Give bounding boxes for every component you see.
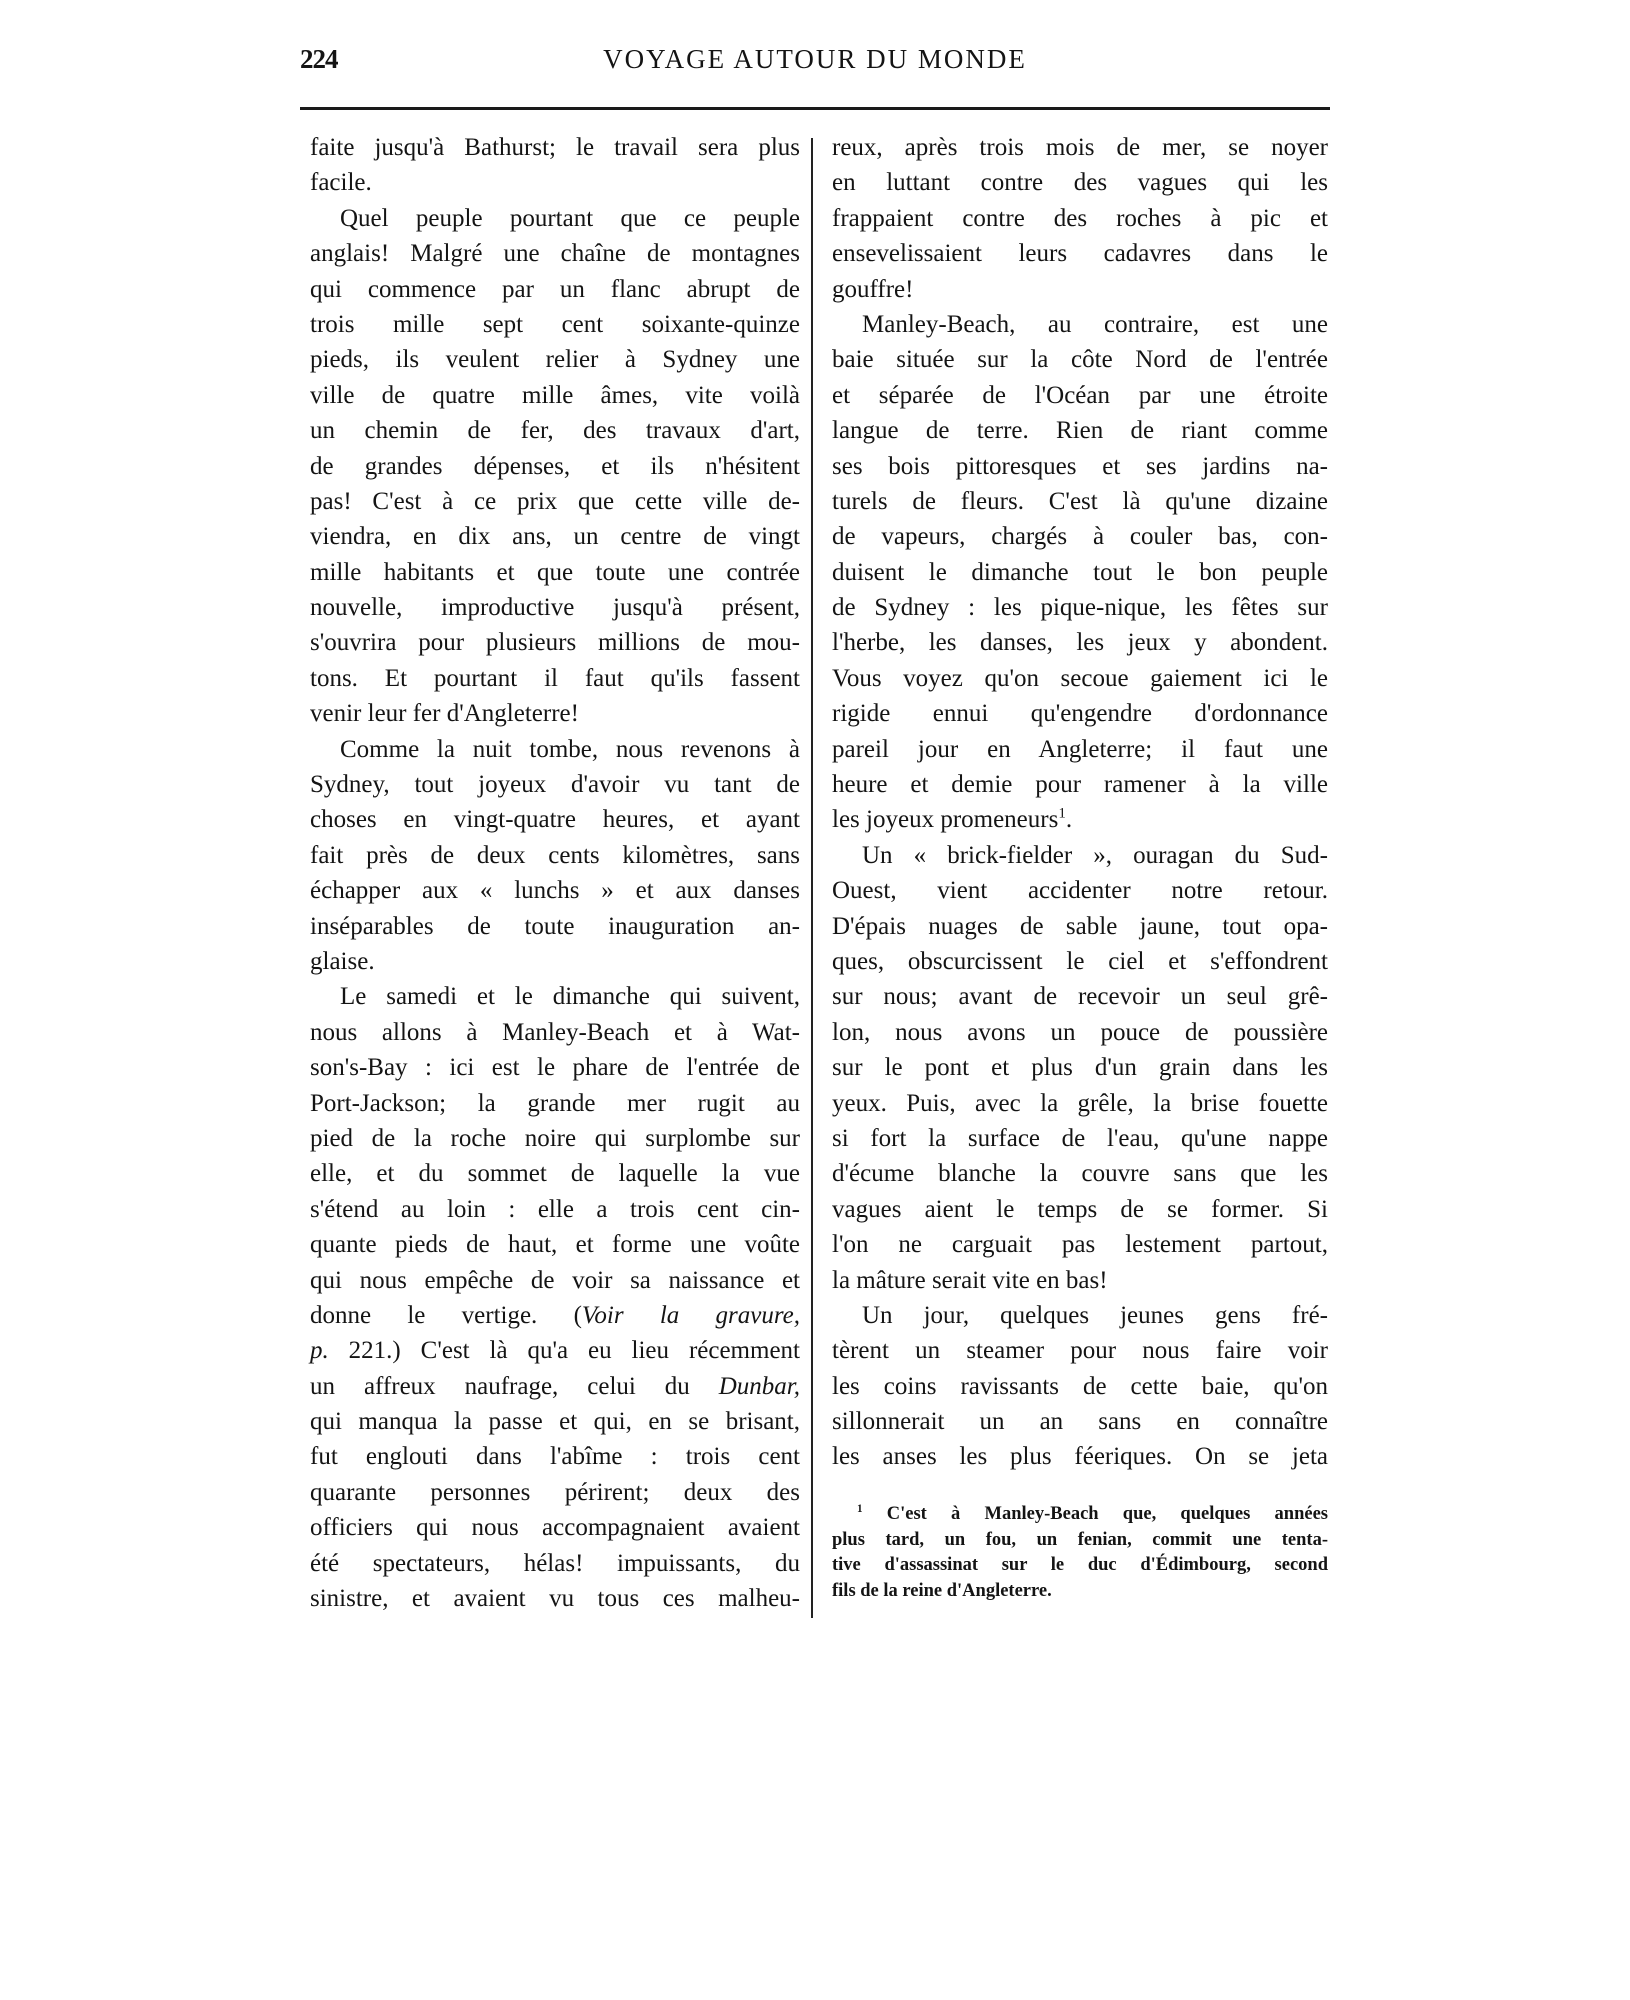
text-line: inséparables de toute inauguration an- — [310, 912, 800, 940]
text-line: officiers qui nous accompagnaient avaient — [310, 1514, 800, 1542]
text-line: échapper aux « lunchs » et aux danses — [310, 877, 800, 905]
text-line: s'étend au loin : elle a trois cent cin- — [310, 1195, 800, 1223]
text-line: reux, après trois mois de mer, se noyer — [832, 134, 1328, 161]
paragraph-start: Un « brick-fielder », ouragan du Sud- — [862, 841, 1328, 869]
right-column — [832, 130, 1328, 1475]
text-fragment: 221.) C'est là qu'a eu lieu récemment — [328, 1337, 800, 1365]
text-line: yeux. Puis, avec la grêle, la brise fouette — [832, 1089, 1328, 1117]
text-line: venir leur fer d'Angleterre! — [310, 700, 579, 728]
text-line: fut englouti dans l'abîme : trois cent — [310, 1443, 800, 1471]
text-fragment: donne le vertige. ( — [310, 1301, 582, 1329]
text-line: tèrent un steamer pour nous faire voir — [832, 1337, 1328, 1365]
text-line-with-italic — [310, 1369, 800, 1404]
italic-ship-name: Dunbar, — [718, 1372, 800, 1400]
footnote-line: tive d'assassinat sur le duc d'Édimbourg, second — [832, 1555, 1328, 1575]
text-line: lon, nous avons un pouce de poussière — [832, 1018, 1328, 1046]
header-rule — [300, 107, 1330, 110]
paragraph-start: Manley-Beach, au contraire, est une — [862, 310, 1328, 338]
text-line: choses en vingt-quatre heures, et ayant — [310, 806, 800, 834]
text-line: un chemin de fer, des travaux d'art, — [310, 417, 800, 445]
text-line: été spectateurs, hélas! impuissants, du — [310, 1549, 800, 1577]
text-line: si fort la surface de l'eau, qu'une nappe — [832, 1124, 1328, 1152]
text-line: sur le pont et plus d'un grain dans les — [832, 1054, 1328, 1082]
text-line: en luttant contre des vagues qui les — [832, 169, 1328, 197]
text-fragment: les joyeux promeneurs — [832, 806, 1059, 834]
text-line: sur nous; avant de recevoir un seul grê- — [832, 983, 1328, 1011]
text-line: langue de terre. Rien de riant comme — [832, 417, 1328, 445]
text-line: pas! C'est à ce prix que cette ville de- — [310, 487, 800, 515]
text-line: quante pieds de haut, et forme une voûte — [310, 1231, 800, 1259]
text-line: les anses les plus féeriques. On se jeta — [832, 1443, 1328, 1471]
footnote-marker: 1 — [857, 1502, 863, 1515]
text-line: l'herbe, les danses, les jeux y abondent. — [832, 629, 1328, 657]
page-number: 224 — [300, 44, 338, 74]
text-line: s'ouvrira pour plusieurs millions de mou- — [310, 629, 800, 657]
text-line: vagues aient le temps de se former. Si — [832, 1195, 1328, 1223]
text-line: gouffre! — [832, 275, 914, 303]
text-line: Sydney, tout joyeux d'avoir vu tant de — [310, 771, 800, 799]
text-line: qui commence par un flanc abrupt de — [310, 275, 800, 303]
footnote-line — [832, 1502, 1328, 1528]
text-line: viendra, en dix ans, un centre de vingt — [310, 523, 800, 551]
text-line: pieds, ils veulent relier à Sydney une — [310, 346, 800, 374]
paragraph-start: Quel peuple pourtant que ce peuple — [340, 204, 800, 232]
text-line: baie située sur la côte Nord de l'entrée — [832, 346, 1328, 374]
text-line: faite jusqu'à Bathurst; le travail sera plus — [310, 134, 800, 161]
text-line: heure et demie pour ramener à la ville — [832, 771, 1328, 799]
text-line: pied de la roche noire qui surplombe sur — [310, 1124, 800, 1152]
text-line: rigide ennui qu'engendre d'ordonnance — [832, 700, 1328, 728]
text-line: mille habitants et que toute une contrée — [310, 558, 800, 586]
text-line: l'on ne carguait pas lestement partout, — [832, 1231, 1328, 1259]
text-line: glaise. — [310, 947, 375, 975]
text-line: ses bois pittoresques et ses jardins na- — [832, 452, 1328, 480]
text-line: ques, obscurcissent le ciel et s'effondrent — [832, 947, 1328, 975]
text-fragment: . — [1065, 806, 1073, 834]
text-line: pareil jour en Angleterre; il faut une — [832, 735, 1328, 763]
paragraph-start: Comme la nuit tombe, nous revenons à — [340, 735, 800, 763]
text-line-with-italic — [310, 1333, 800, 1368]
column-divider — [811, 138, 813, 1618]
footnote-line: fils de la reine d'Angleterre. — [832, 1580, 1052, 1601]
text-line: qui manqua la passe et qui, en se brisant, — [310, 1408, 800, 1436]
running-title: VOYAGE AUTOUR DU MONDE — [603, 44, 1027, 74]
text-line: frappaient contre des roches à pic et — [832, 204, 1328, 232]
text-line-with-italic — [310, 1298, 800, 1333]
text-line: quarante personnes périrent; deux des — [310, 1478, 800, 1506]
left-column — [310, 130, 800, 1616]
text-line: de grandes dépenses, et ils n'hésitent — [310, 452, 800, 480]
text-line: de Sydney : les pique-nique, les fêtes sur — [832, 594, 1328, 622]
text-line: turels de fleurs. C'est là qu'une dizaine — [832, 487, 1328, 515]
text-line: et séparée de l'Océan par une étroite — [832, 381, 1328, 409]
text-line: tons. Et pourtant il faut qu'ils fassent — [310, 664, 800, 692]
text-line: facile. — [310, 169, 372, 197]
footnote-line: plus tard, un fou, un fenian, commit une tenta- — [832, 1529, 1328, 1550]
text-line: la mâture serait vite en bas! — [832, 1266, 1108, 1294]
text-line: Vous voyez qu'on secoue gaiement ici le — [832, 664, 1328, 692]
text-line: ensevelissaient leurs cadavres dans le — [832, 240, 1328, 268]
text-line: de vapeurs, chargés à couler bas, con- — [832, 523, 1328, 551]
text-line: les coins ravissants de cette baie, qu'on — [832, 1372, 1328, 1400]
text-line-with-footnote-ref — [832, 802, 1328, 837]
text-line: anglais! Malgré une chaîne de montagnes — [310, 240, 800, 268]
text-line: d'écume blanche la couvre sans que les — [832, 1160, 1328, 1188]
italic-reference: Voir la gravure, — [581, 1301, 801, 1329]
running-header — [300, 44, 1330, 84]
text-line: Port-Jackson; la grande mer rugit au — [310, 1089, 800, 1117]
footnote — [832, 1502, 1328, 1604]
footnote-reference[interactable]: 1 — [1058, 806, 1066, 823]
text-line: D'épais nuages de sable jaune, tout opa- — [832, 912, 1328, 940]
text-line: nouvelle, improductive jusqu'à présent, — [310, 594, 800, 622]
paragraph-start: Un jour, quelques jeunes gens fré- — [862, 1301, 1328, 1329]
text-line: nous allons à Manley-Beach et à Wat- — [310, 1018, 800, 1046]
text-line: sinistre, et avaient vu tous ces malheu- — [310, 1585, 800, 1613]
text-line: elle, et du sommet de laquelle la vue — [310, 1160, 800, 1188]
italic-page-abbrev: p. — [310, 1337, 329, 1365]
text-line: son's-Bay : ici est le phare de l'entrée de — [310, 1054, 800, 1082]
paragraph-start: Le samedi et le dimanche qui suivent, — [340, 983, 800, 1011]
text-line: ville de quatre mille âmes, vite voilà — [310, 381, 800, 409]
text-fragment: un affreux naufrage, celui du — [310, 1372, 719, 1400]
text-line: sillonnerait un an sans en connaître — [832, 1408, 1328, 1436]
text-line: trois mille sept cent soixante-quinze — [310, 310, 800, 338]
text-line: qui nous empêche de voir sa naissance et — [310, 1266, 800, 1294]
text-fragment: C'est à Manley-Beach que, quelques années — [862, 1504, 1328, 1524]
text-line: Ouest, vient accidenter notre retour. — [832, 877, 1328, 905]
text-line: fait près de deux cents kilomètres, sans — [310, 841, 800, 869]
text-line: duisent le dimanche tout le bon peuple — [832, 558, 1328, 586]
